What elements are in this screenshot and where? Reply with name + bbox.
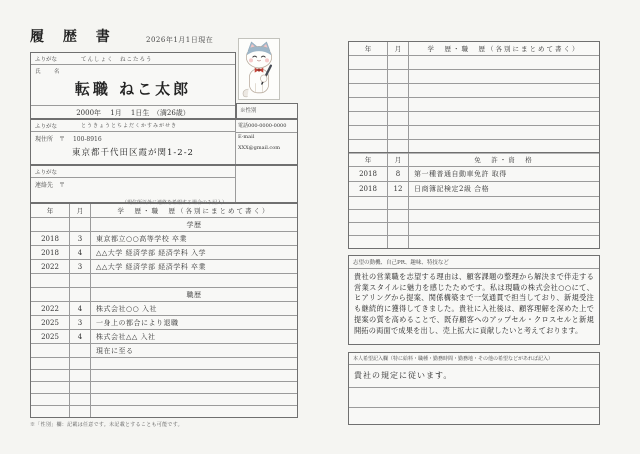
cell-desc: 職歴	[186, 290, 202, 299]
cell-year	[349, 84, 387, 97]
table-row	[349, 139, 599, 153]
cell-year	[349, 126, 387, 139]
cell-year	[31, 288, 69, 301]
cell-month	[387, 84, 409, 97]
contact-box	[30, 165, 298, 206]
phone-label: 電話	[238, 123, 249, 129]
cell-month	[69, 382, 91, 393]
table-row	[31, 273, 297, 287]
cell-year	[31, 218, 69, 231]
cell-year	[349, 98, 387, 111]
cell-year: 2022	[41, 262, 59, 271]
licenses-table	[348, 152, 600, 249]
address-furigana: とうきょうとちよだくかすみがせき	[81, 123, 178, 129]
cell-desc: △△大学 経済学部 経済学科 入学	[96, 248, 206, 257]
table-row	[31, 357, 297, 369]
table-row	[31, 343, 297, 357]
name-label: 氏 名	[35, 69, 64, 75]
cell-desc	[409, 112, 599, 125]
postal-code: 100-8916	[72, 136, 102, 143]
name-furigana: てんしょく ねこたろう	[81, 56, 153, 63]
table-row	[31, 393, 297, 405]
cell-desc	[91, 274, 297, 287]
motivation-text: 貴社の営業職を志望する理由は、顧客課題の整理から解決まで伴走する営業スタイルに魅力を感じたためです。私は現職の株式会社○○にて、ヒアリングから提案、関係構築まで一気通貫で担当しており、新規受注も継続的に獲得してきました。貴社に入社後は、顧客理解を深めた上で提案の質を高めることで、既存顧客へのアップセル・クロスセルと新規開拓の両面で成果を出し、売上拡大に貢献したいと考えております。	[354, 272, 594, 335]
motivation-box	[348, 255, 600, 345]
cell-year	[31, 274, 69, 287]
cell-desc: 学歴	[186, 220, 202, 229]
table-row	[349, 97, 599, 111]
cell-month	[69, 358, 91, 369]
cell-month	[387, 70, 409, 83]
cell-desc	[409, 98, 599, 111]
gender-label: ※性別	[240, 108, 257, 114]
contact-furigana-row	[31, 166, 235, 178]
cell-year: 2018	[359, 170, 377, 178]
cell-desc	[91, 394, 297, 405]
cell-month: 4	[69, 330, 91, 343]
cell-year: 2025	[41, 318, 59, 327]
furigana-label: ふりがな	[35, 169, 58, 176]
cell-year	[31, 358, 69, 369]
cat-illustration-icon	[239, 39, 279, 99]
cell-month: 4	[69, 302, 91, 315]
cell-month	[69, 218, 91, 231]
col-year: 年	[364, 156, 372, 164]
cell-desc	[409, 223, 599, 235]
cell-month	[69, 394, 91, 405]
cell-month	[387, 56, 409, 69]
birthdate: 2000年 1月 1日生 （満26歳）	[31, 105, 235, 121]
empty-row	[349, 408, 599, 427]
cell-year	[349, 112, 387, 125]
cell-desc	[91, 406, 297, 417]
motivation-label: 志望の動機、自己PR、趣味、特技など	[349, 256, 599, 269]
cell-month	[69, 406, 91, 417]
table-row	[349, 235, 599, 248]
email-label: E-mail	[238, 134, 255, 140]
cell-month: 3	[69, 232, 91, 245]
cell-month	[69, 370, 91, 381]
applicant-name: 転職 ねこ太郎	[74, 80, 192, 98]
address-line: 東京都千代田区霞が関1-2-2	[72, 148, 194, 158]
table-row	[349, 69, 599, 83]
cell-month: 3	[69, 316, 91, 329]
col-history: 学 歴・職 歴（各別にまとめて書く）	[117, 207, 271, 215]
contact-right	[236, 166, 297, 202]
cell-desc: 第一種普通自動車免許 取得	[414, 170, 507, 178]
cell-year	[349, 197, 387, 209]
furigana-label: ふりがな	[35, 56, 58, 63]
table-header-row	[349, 153, 599, 166]
name-furigana-row	[31, 53, 235, 65]
cell-year	[349, 56, 387, 69]
table-row	[349, 196, 599, 209]
table-row	[31, 259, 297, 273]
cell-desc: 現在に至る	[96, 346, 134, 355]
gender-box	[236, 103, 298, 119]
cell-month	[387, 223, 409, 235]
cell-month	[387, 210, 409, 222]
table-header-row	[349, 42, 599, 55]
cell-desc: △△大学 経済学部 経済学科 卒業	[96, 262, 206, 271]
phone-row	[236, 120, 297, 133]
phone-value: 000-0000-0000	[248, 123, 287, 129]
table-row	[31, 315, 297, 329]
contact-label: 連絡先 〒	[35, 182, 66, 189]
cell-desc: 日商簿記検定2級 合格	[414, 185, 490, 193]
cell-month: 12	[387, 182, 409, 196]
table-row	[349, 125, 599, 139]
cell-month: 8	[387, 167, 409, 181]
cell-desc	[409, 84, 599, 97]
cell-desc	[409, 56, 599, 69]
cell-desc	[91, 382, 297, 393]
cell-year	[349, 236, 387, 248]
table-row	[349, 166, 599, 181]
cell-month	[69, 274, 91, 287]
cell-month	[387, 236, 409, 248]
cell-year	[31, 406, 69, 417]
table-row	[31, 405, 297, 417]
cell-desc: 株式会社○○ 入社	[96, 304, 157, 313]
name-row	[31, 65, 235, 105]
gender-footnote: ※「性別」欄：記載は任意です。未記載とすることも可能です。	[30, 422, 183, 428]
col-month: 月	[387, 153, 409, 166]
cell-month	[387, 126, 409, 139]
table-row	[31, 369, 297, 381]
cell-desc	[91, 358, 297, 369]
table-header-row	[31, 204, 297, 217]
cell-desc	[409, 126, 599, 139]
address-left	[31, 120, 236, 164]
table-row	[349, 209, 599, 222]
empty-row	[349, 388, 599, 408]
col-year: 年	[46, 207, 54, 215]
address-furigana-row	[31, 120, 235, 132]
table-row	[31, 287, 297, 301]
cell-year	[31, 394, 69, 405]
table-row	[31, 301, 297, 315]
cell-desc: 株式会社△△ 入社	[96, 332, 156, 341]
table-row	[349, 222, 599, 235]
table-row	[349, 111, 599, 125]
table-row	[31, 231, 297, 245]
contact-note: （現住所以外に連絡を希望する場合のみ記入）	[121, 200, 227, 206]
cell-desc: 一身上の都合により退職	[96, 318, 179, 327]
cell-desc	[91, 370, 297, 381]
cell-month: 3	[69, 260, 91, 273]
date-note: 2026年1月1日現在	[146, 36, 214, 44]
cell-year: 2018	[41, 248, 59, 257]
wishes-text: 貴社の規定に従います。	[349, 365, 599, 388]
cell-month	[69, 288, 91, 301]
cell-year	[349, 223, 387, 235]
col-month: 月	[69, 204, 91, 217]
cell-year: 2025	[41, 332, 59, 341]
table-row	[31, 329, 297, 343]
cell-desc	[409, 197, 599, 209]
col-licenses: 免 許・資 格	[474, 156, 534, 164]
history-table-continued	[348, 41, 600, 154]
address-label: 現住所 〒	[35, 136, 66, 143]
furigana-label: ふりがな	[35, 123, 58, 130]
wishes-label: 本人希望記入欄（特に給料・職種・勤務時間・勤務地・その他の希望などがあれば記入）	[349, 353, 599, 365]
wishes-box	[348, 352, 600, 425]
cell-year	[31, 344, 69, 357]
name-box	[30, 52, 236, 119]
cell-desc	[409, 236, 599, 248]
table-row	[31, 245, 297, 259]
col-month: 月	[387, 42, 409, 55]
address-postal-row	[31, 132, 235, 145]
cell-year: 2018	[359, 185, 377, 193]
cell-month	[387, 98, 409, 111]
cell-desc	[409, 210, 599, 222]
cell-month	[387, 112, 409, 125]
cell-desc: 東京都立○○高等学校 卒業	[96, 234, 187, 243]
cell-year	[349, 210, 387, 222]
photo-frame	[238, 38, 280, 100]
col-history: 学 歴・職 歴（各別にまとめて書く）	[427, 45, 581, 53]
col-year: 年	[364, 45, 372, 53]
table-row	[31, 217, 297, 231]
address-right	[236, 120, 297, 164]
contact-left	[31, 166, 236, 206]
email-value: XXX@gmail.com	[238, 145, 280, 151]
table-row	[31, 381, 297, 393]
table-row	[349, 55, 599, 69]
table-row	[349, 181, 599, 196]
cell-desc	[409, 70, 599, 83]
address-box	[30, 119, 298, 165]
history-table	[30, 203, 298, 418]
cell-year: 2022	[41, 304, 59, 313]
cell-month: 4	[69, 246, 91, 259]
cell-year	[349, 70, 387, 83]
table-row	[349, 83, 599, 97]
cell-month	[69, 344, 91, 357]
cell-year	[31, 370, 69, 381]
cell-year: 2018	[41, 234, 59, 243]
cell-month	[387, 197, 409, 209]
cell-year	[31, 382, 69, 393]
page-title: 履 歴 書	[30, 29, 117, 45]
